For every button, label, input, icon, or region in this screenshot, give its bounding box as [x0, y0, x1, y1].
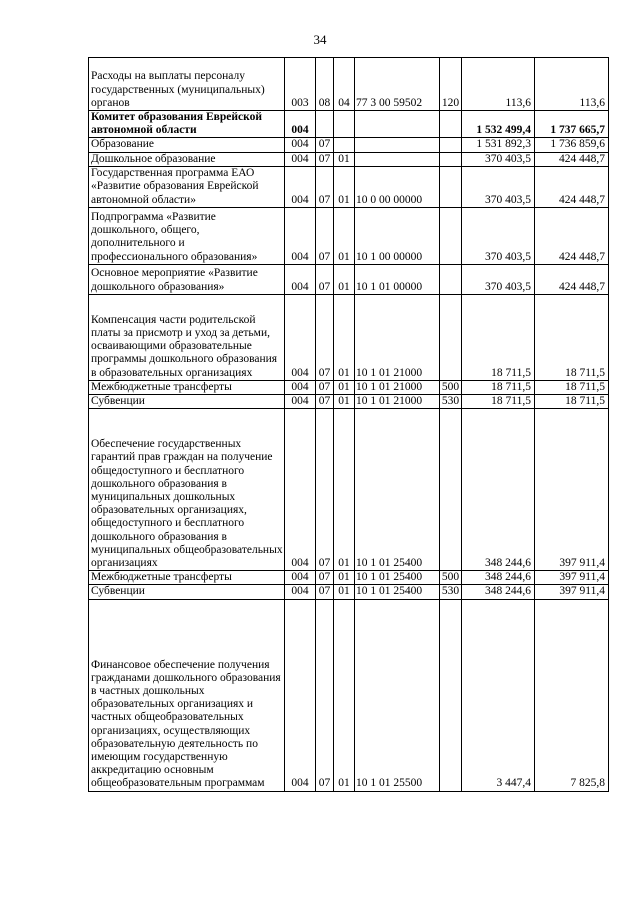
ved-code-cell: 004 — [285, 111, 316, 138]
subsection-code-cell: 01 — [334, 409, 355, 571]
subsection-code-cell — [334, 138, 355, 152]
target-article-code-cell: 10 1 01 00000 — [355, 264, 440, 294]
table-row — [89, 585, 609, 599]
row-name-cell: Подпрограмма «Развитие дошкольного, общего, дополнительного и профессионального образования» — [89, 207, 285, 264]
ved-code-cell: 004 — [285, 571, 316, 585]
subsection-code-cell: 01 — [334, 599, 355, 791]
target-article-code-cell — [355, 111, 440, 138]
amount-year2-cell: 397 911,4 — [535, 585, 609, 599]
row-name-cell: Обеспечение государственных гарантий прав граждан на получение общедоступного и бесплатного дошкольного образования в муниципальных дошкольных образовательных организациях, общедоступного и бесплатного дошкольного образования в муниципальных общеобразовательных организациях — [89, 409, 285, 571]
table-row — [89, 294, 609, 380]
row-name-cell: Субвенции — [89, 585, 285, 599]
target-article-code-cell — [355, 152, 440, 166]
amount-year2-cell: 397 911,4 — [535, 409, 609, 571]
subsection-code-cell: 01 — [334, 152, 355, 166]
amount-year2-cell: 424 448,7 — [535, 264, 609, 294]
amount-year2-cell: 18 711,5 — [535, 380, 609, 394]
ved-code-cell: 004 — [285, 207, 316, 264]
amount-year1-cell: 370 403,5 — [462, 207, 535, 264]
table-row — [89, 395, 609, 409]
ved-code-cell: 004 — [285, 409, 316, 571]
ved-code-cell: 004 — [285, 166, 316, 207]
table-row — [89, 207, 609, 264]
expense-type-code-cell — [440, 152, 462, 166]
subsection-code-cell: 01 — [334, 585, 355, 599]
target-article-code-cell: 10 1 01 25400 — [355, 409, 440, 571]
amount-year2-cell: 1 736 859,6 — [535, 138, 609, 152]
target-article-code-cell: 77 3 00 59502 — [355, 58, 440, 111]
section-code-cell: 07 — [316, 166, 334, 207]
table-row — [89, 166, 609, 207]
table-row — [89, 409, 609, 571]
expense-type-code-cell — [440, 409, 462, 571]
section-code-cell: 07 — [316, 138, 334, 152]
section-code-cell: 07 — [316, 585, 334, 599]
amount-year1-cell: 370 403,5 — [462, 264, 535, 294]
expense-type-code-cell: 500 — [440, 380, 462, 394]
subsection-code-cell: 01 — [334, 264, 355, 294]
target-article-code-cell: 10 1 01 21000 — [355, 294, 440, 380]
row-name-cell: Расходы на выплаты персоналу государственных (муниципальных) органов — [89, 58, 285, 111]
ved-code-cell: 004 — [285, 380, 316, 394]
section-code-cell: 07 — [316, 599, 334, 791]
ved-code-cell: 004 — [285, 599, 316, 791]
amount-year1-cell: 348 244,6 — [462, 585, 535, 599]
row-name-cell: Государственная программа ЕАО «Развитие образования Еврейской автономной области» — [89, 166, 285, 207]
budget-table-body — [89, 58, 609, 792]
amount-year2-cell: 113,6 — [535, 58, 609, 111]
ved-code-cell: 004 — [285, 395, 316, 409]
amount-year2-cell: 424 448,7 — [535, 166, 609, 207]
expense-type-code-cell — [440, 138, 462, 152]
page-number: 34 — [313, 32, 327, 47]
amount-year1-cell: 370 403,5 — [462, 152, 535, 166]
row-name-cell: Дошкольное образование — [89, 152, 285, 166]
table-row — [89, 152, 609, 166]
ved-code-cell: 004 — [285, 138, 316, 152]
subsection-code-cell: 01 — [334, 380, 355, 394]
amount-year1-cell: 348 244,6 — [462, 409, 535, 571]
ved-code-cell: 004 — [285, 264, 316, 294]
table-row — [89, 138, 609, 152]
expense-type-code-cell — [440, 111, 462, 138]
amount-year1-cell: 370 403,5 — [462, 166, 535, 207]
section-code-cell: 07 — [316, 395, 334, 409]
section-code-cell: 07 — [316, 409, 334, 571]
expense-type-code-cell — [440, 264, 462, 294]
expense-type-code-cell: 500 — [440, 571, 462, 585]
ved-code-cell: 004 — [285, 585, 316, 599]
target-article-code-cell: 10 1 00 00000 — [355, 207, 440, 264]
amount-year1-cell: 18 711,5 — [462, 380, 535, 394]
section-code-cell: 07 — [316, 264, 334, 294]
subsection-code-cell — [334, 111, 355, 138]
subsection-code-cell: 04 — [334, 58, 355, 111]
row-name-cell: Субвенции — [89, 395, 285, 409]
ved-code-cell: 004 — [285, 294, 316, 380]
row-name-cell: Межбюджетные трансферты — [89, 380, 285, 394]
section-code-cell: 07 — [316, 571, 334, 585]
amount-year1-cell: 18 711,5 — [462, 395, 535, 409]
expense-type-code-cell — [440, 599, 462, 791]
section-code-cell: 07 — [316, 294, 334, 380]
subsection-code-cell: 01 — [334, 207, 355, 264]
row-name-cell: Основное мероприятие «Развитие дошкольного образования» — [89, 264, 285, 294]
amount-year1-cell: 1 531 892,3 — [462, 138, 535, 152]
amount-year2-cell: 7 825,8 — [535, 599, 609, 791]
row-name-cell: Межбюджетные трансферты — [89, 571, 285, 585]
section-code-cell: 07 — [316, 207, 334, 264]
target-article-code-cell: 10 1 01 25400 — [355, 585, 440, 599]
target-article-code-cell: 10 1 01 25500 — [355, 599, 440, 791]
budget-table — [88, 57, 609, 792]
amount-year2-cell: 18 711,5 — [535, 294, 609, 380]
ved-code-cell: 003 — [285, 58, 316, 111]
subsection-code-cell: 01 — [334, 166, 355, 207]
table-row — [89, 264, 609, 294]
target-article-code-cell: 10 1 01 25400 — [355, 571, 440, 585]
amount-year1-cell: 18 711,5 — [462, 294, 535, 380]
target-article-code-cell — [355, 138, 440, 152]
amount-year1-cell: 1 532 499,4 — [462, 111, 535, 138]
row-name-cell: Комитет образования Еврейской автономной области — [89, 111, 285, 138]
expense-type-code-cell — [440, 207, 462, 264]
amount-year1-cell: 3 447,4 — [462, 599, 535, 791]
row-name-cell: Финансовое обеспечение получения гражданами дошкольного образования в частных дошкольных образовательных организациях и частных общеобразовательных организациях, осуществляющих образовательную деятельность по имеющим государственную аккредитацию основным общеобразовательным программам — [89, 599, 285, 791]
amount-year2-cell: 424 448,7 — [535, 152, 609, 166]
subsection-code-cell: 01 — [334, 395, 355, 409]
expense-type-code-cell: 530 — [440, 585, 462, 599]
amount-year2-cell: 424 448,7 — [535, 207, 609, 264]
row-name-cell: Компенсация части родительской платы за присмотр и уход за детьми, осваивающими образовательные программы дошкольного образования в образовательных организациях — [89, 294, 285, 380]
target-article-code-cell: 10 0 00 00000 — [355, 166, 440, 207]
amount-year2-cell: 1 737 665,7 — [535, 111, 609, 138]
subsection-code-cell: 01 — [334, 571, 355, 585]
expense-type-code-cell: 530 — [440, 395, 462, 409]
amount-year1-cell: 113,6 — [462, 58, 535, 111]
expense-type-code-cell — [440, 166, 462, 207]
target-article-code-cell: 10 1 01 21000 — [355, 380, 440, 394]
amount-year2-cell: 18 711,5 — [535, 395, 609, 409]
table-row — [89, 111, 609, 138]
expense-type-code-cell — [440, 294, 462, 380]
table-row — [89, 380, 609, 394]
target-article-code-cell: 10 1 01 21000 — [355, 395, 440, 409]
table-row — [89, 58, 609, 111]
subsection-code-cell: 01 — [334, 294, 355, 380]
expense-type-code-cell: 120 — [440, 58, 462, 111]
amount-year1-cell: 348 244,6 — [462, 571, 535, 585]
section-code-cell — [316, 111, 334, 138]
section-code-cell: 07 — [316, 380, 334, 394]
table-row — [89, 599, 609, 791]
section-code-cell: 07 — [316, 152, 334, 166]
table-row — [89, 571, 609, 585]
amount-year2-cell: 397 911,4 — [535, 571, 609, 585]
ved-code-cell: 004 — [285, 152, 316, 166]
section-code-cell: 08 — [316, 58, 334, 111]
row-name-cell: Образование — [89, 138, 285, 152]
